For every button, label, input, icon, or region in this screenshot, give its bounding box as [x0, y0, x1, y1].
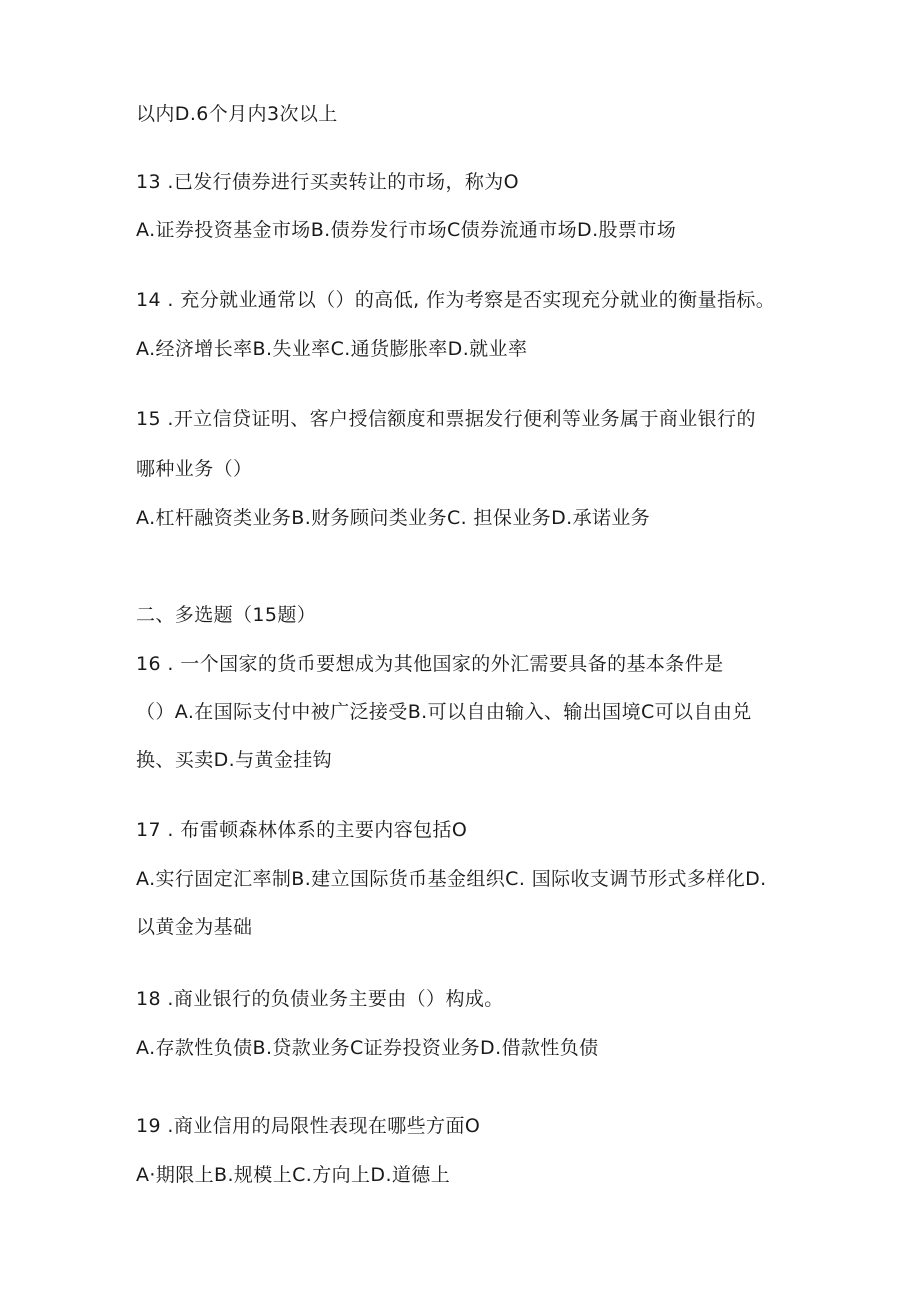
- question-16-options: （）A.在国际支付中被广泛接受B.可以自由输入、输出国境C可以自由兑: [136, 701, 752, 723]
- question-16-options-cont: 换、买卖D.与黄金挂钩: [136, 749, 333, 771]
- question-18: 18 .商业银行的负债业务主要由（）构成。: [136, 988, 504, 1010]
- question-13: 13 .已发行债券进行买卖转让的市场，称为O: [136, 171, 520, 193]
- question-15-options: A.杠杆融资类业务B.财务顾问类业务C. 担保业务D.承诺业务: [136, 507, 651, 529]
- question-15-cont: 哪种业务（）: [136, 458, 253, 480]
- question-17-options: A.实行固定汇率制B.建立国际货币基金组织C. 国际收支调节形式多样化D.: [136, 868, 767, 890]
- question-18-options: A.存款性负债B.贷款业务C证券投资业务D.借款性负债: [136, 1037, 599, 1059]
- question-14-options: A.经济增长率B.失业率C.通货膨胀率D.就业率: [136, 338, 528, 360]
- question-14: 14 . 充分就业通常以（）的高低, 作为考察是否实现充分就业的衡量指标。: [136, 289, 776, 311]
- text-line: 以内D.6个月内3次以上: [136, 103, 338, 125]
- section-heading: 二、多选题（15题）: [136, 604, 317, 626]
- question-15: 15 .开立信贷证明、客户授信额度和票据发行便利等业务属于商业银行的: [136, 408, 756, 430]
- question-19: 19 .商业信用的局限性表现在哪些方面O: [136, 1115, 481, 1137]
- question-16: 16 . 一个国家的货币要想成为其他国家的外汇需要具备的基本条件是: [136, 653, 724, 675]
- question-17-options-cont: 以黄金为基础: [136, 916, 253, 938]
- question-19-options: A·期限上B.规模上C.方向上D.道德上: [136, 1164, 451, 1186]
- question-13-options: A.证券投资基金市场B.债券发行市场C债券流通市场D.股票市场: [136, 219, 677, 241]
- question-17: 17 . 布雷顿森林体系的主要内容包括O: [136, 819, 468, 841]
